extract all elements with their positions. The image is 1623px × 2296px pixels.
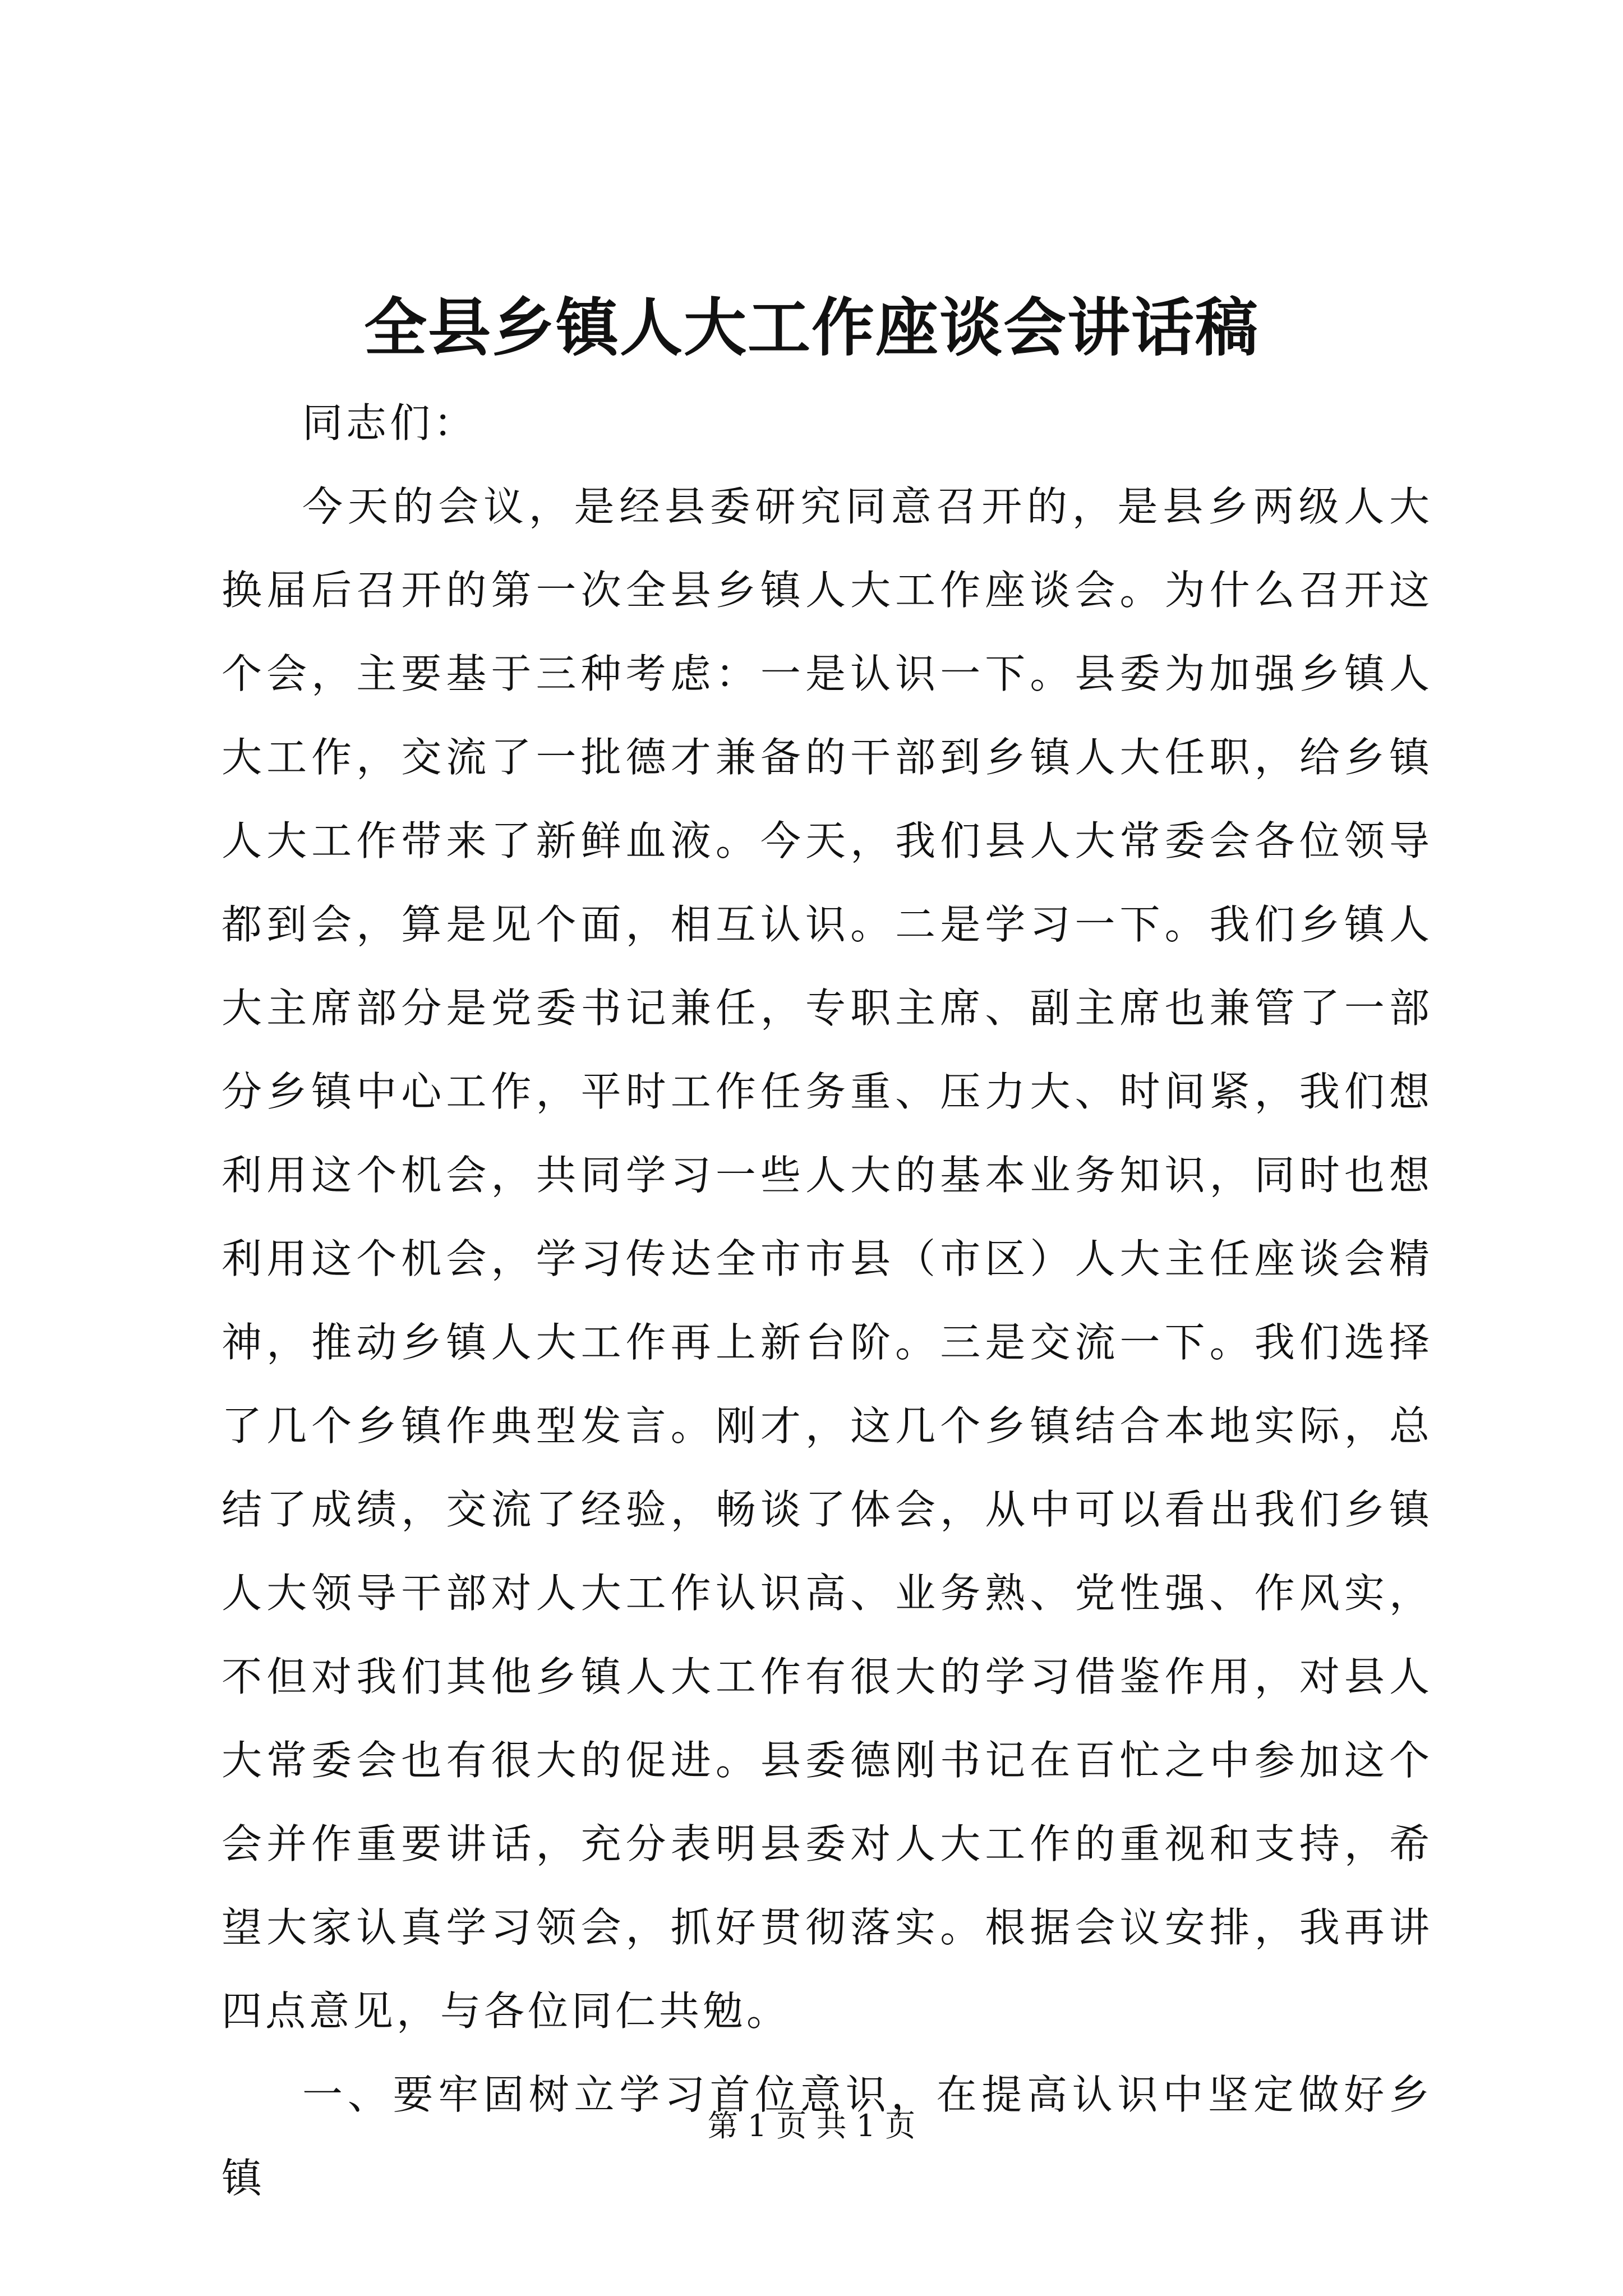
document-title: 全县乡镇人大工作座谈会讲话稿 (364, 291, 1259, 365)
paragraph-2: 一、要牢固树立学习首位意识，在提高认识中坚定做好乡镇 (222, 2071, 1433, 2202)
paragraph-1: 今天的会议，是经县委研究同意召开的，是县乡两级人大换届后召开的第一次全县乡镇人大工作座谈会。为什么召开这个会，主要基于三种考虑：一是认识一下。县委为加强乡镇人大工作，交流了一批德才兼备的干部到乡镇人大任职，给乡镇人大工作带来了新鲜血液。今天，我们县人大常委会各位领导都到会，算是见个面，相互认识。二是学习一下。我们乡镇人大主席部分是党委书记兼任，专职主席、副主席也兼管了一部分乡镇中心工作，平时工作任务重、压力大、时间紧，我们想利用这个机会，共同学习一些人大的基本业务知识，同时也想利用这个机会，学习传达全市市县（市区）人大主任座谈会精神，推动乡镇人大工作再上新台阶。三是交流一下。我们选择了几个乡镇作典型发言。刚才，这几个乡镇结合本地实际，总结了成绩，交流了经验，畅谈了体会，从中可以看出我们乡镇人大领导干部对人大工作认识高、业务熟、党性强、作风实，不但对我们其他乡镇人大工作有很大的学习借鉴作用，对县人大常委会也有很大的促进。县委德刚书记在百忙之中参加这个会并作重要讲话，充分表明县委对人大工作的重视和支持，希望大家认真学习领会，抓好贯彻落实。根据会议安排，我再讲四点意见，与各位同仁共勉。 (222, 483, 1433, 2035)
salutation: 同志们： (302, 399, 478, 447)
page-footer: 第 1 页 共 1 页 (707, 2108, 916, 2143)
document-body (222, 381, 1433, 2220)
